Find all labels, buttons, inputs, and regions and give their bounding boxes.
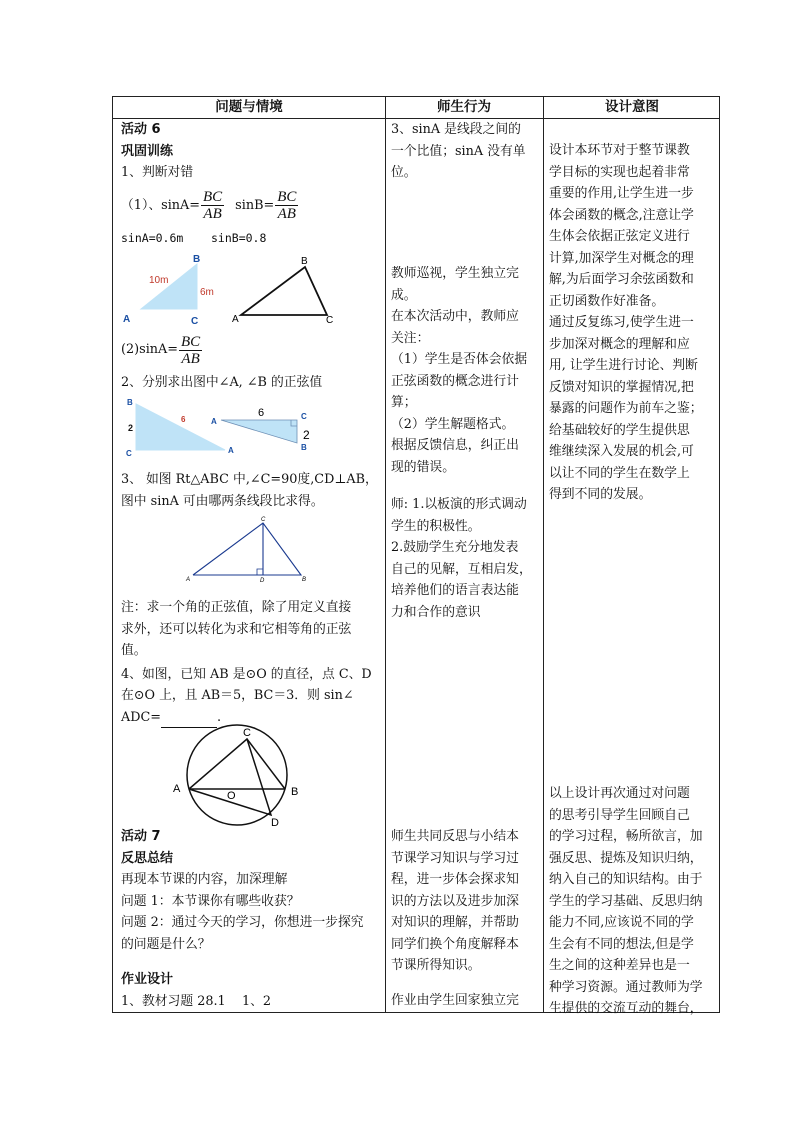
col-question-block-1 [121,119,383,249]
q4-line-2: 在⊙O 上，且 AB＝5，BC＝3．则 sin∠ [121,688,354,703]
length-hyp: 10m [149,275,169,286]
label-b: B [301,443,307,452]
intent-line: 得到不同的发展。 [549,487,652,502]
intent-line: 能力不同,应该说不同的学 [549,915,694,930]
label-c: C [326,315,334,326]
header-question: 问题与情境 [215,99,283,115]
label-a: A [186,577,191,583]
col-behavior-block-2 [391,263,541,478]
behavior-line: 2.鼓励学生充分地发表 [391,540,519,555]
intent-line: 以上设计再次通过对问题 [549,786,690,801]
col-behavior-block-4 [391,826,541,977]
header-behavior: 师生行为 [437,99,491,115]
behavior-line: 同学们换个角度解释本 [391,936,519,952]
fraction: $\frac{BC}{AB}$ [181,333,201,367]
intent-line: 生体会依据正弦定义进行 [549,229,690,244]
q1-1-prefix: （1）、sinA= [121,197,200,213]
behavior-line: 3、sinA 是线段之间的 [391,122,521,137]
intent-line: 以让不同的学生在数学上 [549,465,690,481]
col-intent-block-1 [549,140,719,506]
behavior-line: 师: 1.以板演的形式调动 [391,497,527,512]
q3-line-2: 图中 sinA 可由哪两条线段比求得。 [121,493,324,509]
label-b: B [193,254,201,265]
figure-circle [173,722,313,832]
homework-line-1: 1、教材习题 28.1 1、2 [121,993,272,1009]
column-divider [543,97,544,1012]
intent-line: 步加深对概念的理解和应 [549,336,690,352]
behavior-line: 在本次活动中，教师应 [391,309,519,324]
col-question-block-2 [121,328,383,394]
intent-line: 的思考引导学生回顾自己 [549,807,690,823]
behavior-line: 师生共同反思与小结本 [391,829,519,844]
figure-right-triangle-altitude [173,515,313,585]
behavior-line: 教师巡视，学生独立完 [391,266,519,281]
col-question-block-4 [121,597,383,728]
behavior-line: 位。 [391,165,417,180]
intent-line: 通过反复练习,使学生进一 [549,315,694,330]
col-question-block-5 [121,826,383,1012]
note-line-1: 注：求一个角的正弦值，除了用定义直接 [121,600,352,615]
triangle-shaded [136,404,225,450]
column-divider [385,97,386,1012]
q1-2-formula [121,328,383,372]
activity-7-title: 活动 7 [121,829,161,844]
intent-line: 反馈对知识的掌握情况,把 [549,379,694,395]
intent-line: 生提供的交流互动的舞台， [549,1001,703,1016]
intent-line: 解,为后面学习余弦函数和 [549,272,694,287]
col-behavior-block-1 [391,119,541,184]
intent-line: 生会有不同的想法,但是学 [549,936,694,952]
label-c: C [301,412,307,421]
act7-line-1: 再现本节课的内容，加深理解 [121,872,288,887]
note-line-3: 值。 [121,643,147,658]
behavior-line: 节课所得知识。 [391,958,481,973]
q4-end: . [217,709,222,725]
q1-1-formula [121,184,383,228]
circle-o [187,725,287,825]
right-angle-mark [257,569,263,575]
length-leg: 2 [128,423,134,433]
intent-line: 用, 让学生进行讨论、判断 [549,358,698,373]
q4-line-3-text: ADC= [121,709,162,725]
behavior-line: 现的错误。 [391,459,455,475]
label-a: A [232,314,239,325]
chords-ad-dc [189,739,271,815]
col-behavior-block-3 [391,494,541,623]
label-b: B [127,398,133,407]
length-right: 2 [303,428,310,442]
intent-line: 学生的学习基础、反思归纳 [549,893,703,909]
q2-text: 2、分别求出图中∠A, ∠B 的正弦值 [121,375,323,390]
q1-text: 1、判断对错 [121,165,194,180]
behavior-line: 学生的积极性。 [391,518,481,534]
label-a: A [211,417,217,426]
behavior-line: （1）学生是否体会依据 [391,352,528,367]
label-c: C [243,727,251,739]
behavior-line: 自己的见解，互相启发， [391,561,532,577]
behavior-line: 成。 [391,287,417,303]
behavior-line: 作业由学生回家独立完 [391,993,519,1008]
label-o: O [227,790,236,802]
intent-line: 纳入自己的知识结构。由于 [549,872,703,887]
intent-line: 体会函数的概念,注意让学 [549,207,694,223]
intent-line: 的学习过程，畅所欲言，加 [549,829,703,844]
label-d: D [271,817,279,829]
label-b: B [301,256,308,267]
q1-2-prefix: (2)sinA= [121,342,178,358]
label-c: C [191,316,199,327]
act7-line-4: 的问题是什么？ [121,936,211,952]
behavior-line: 算； [391,395,417,410]
figure-triangles-2 [121,395,321,457]
behavior-line: 一个比值；sinA 没有单 [391,143,526,159]
fraction: $\frac{BC}{AB}$ [277,189,297,222]
activity-7-subtitle: 反思总结 [121,850,174,866]
header-intent: 设计意图 [605,99,659,115]
lesson-table [112,96,720,1016]
col-behavior-block-5 [391,990,541,1012]
label-b: B [291,786,299,798]
intent-line: 维继续深入发展的机会,可 [549,444,694,459]
label-d: D [260,578,265,584]
behavior-line: 培养他们的语言表达能 [391,583,519,598]
q1-values: sinA=0.6m sinB=0.8 [121,230,267,245]
intent-line: 种学习资源。通过教师为学 [549,979,703,995]
note-line-2: 求外，还可以转化为求和它相等角的正弦 [121,621,352,637]
q1-1-mid: sinB= [235,197,275,213]
intent-line: 学目标的实现也起着非常 [549,164,690,180]
length-top: 6 [258,407,265,419]
intent-line: 计算,加深学生对概念的理 [549,250,694,266]
fraction: $\frac{BC}{AB}$ [203,189,223,222]
intent-line: 暴露的问题作为前车之鉴； [549,401,703,416]
activity-6-title: 活动 6 [121,122,161,137]
intent-line: 重要的作用,让学生进一步 [549,186,694,201]
figure-triangles-1 [121,250,351,335]
label-a: A [228,446,234,455]
length-hyp: 6 [181,415,186,424]
behavior-line: 对知识的理解，并帮助 [391,915,519,930]
intent-line: 设计本环节对于整节课教 [549,143,690,158]
homework-title: 作业设计 [121,972,174,987]
behavior-line: 程，进一步体会探求知 [391,872,519,887]
triangle-shaded [221,420,297,443]
act7-line-2: 问题 1：本节课你有哪些收获？ [121,893,300,909]
label-b: B [302,577,307,583]
behavior-line: 节课学习知识与学习过 [391,850,519,866]
intent-line: 生之间的这种差异也是一 [549,958,690,973]
triangle-outline [241,267,327,315]
triangle-shaded [141,264,197,309]
q3-line-1: 3、 如图 Rt△ABC 中,∠C=90度,CD⊥AB， [121,472,378,487]
intent-line: 正切函数作好准备。 [549,293,665,309]
act7-line-3: 问题 2：通过今天的学习，你想进一步探究 [121,915,364,930]
intent-line: 强反思、提炼及知识归纳， [549,850,703,866]
behavior-line: 力和合作的意识 [391,604,481,620]
col-intent-block-2 [549,783,719,1020]
chords-ac-cb [189,739,285,789]
behavior-line: 识的方法以及进步加深 [391,893,519,909]
label-a: A [123,314,131,325]
behavior-line: 根据反馈信息，纠正出 [391,438,519,453]
behavior-line: （2）学生解题格式。 [391,416,515,432]
activity-6-subtitle: 巩固训练 [121,143,174,159]
label-c: C [261,517,266,523]
behavior-line: 正弦函数的概念进行计 [391,373,519,389]
col-question-block-3 [121,469,383,512]
behavior-line: 关注： [391,330,430,346]
q4-line-1: 4、如图，已知 AB 是⊙O 的直径，点 C、D [121,666,372,682]
intent-line: 给基础较好的学生提供思 [549,422,690,438]
label-a: A [173,783,181,795]
label-c: C [126,449,132,457]
length-leg: 6m [200,287,214,298]
triangle-abc [193,523,301,575]
